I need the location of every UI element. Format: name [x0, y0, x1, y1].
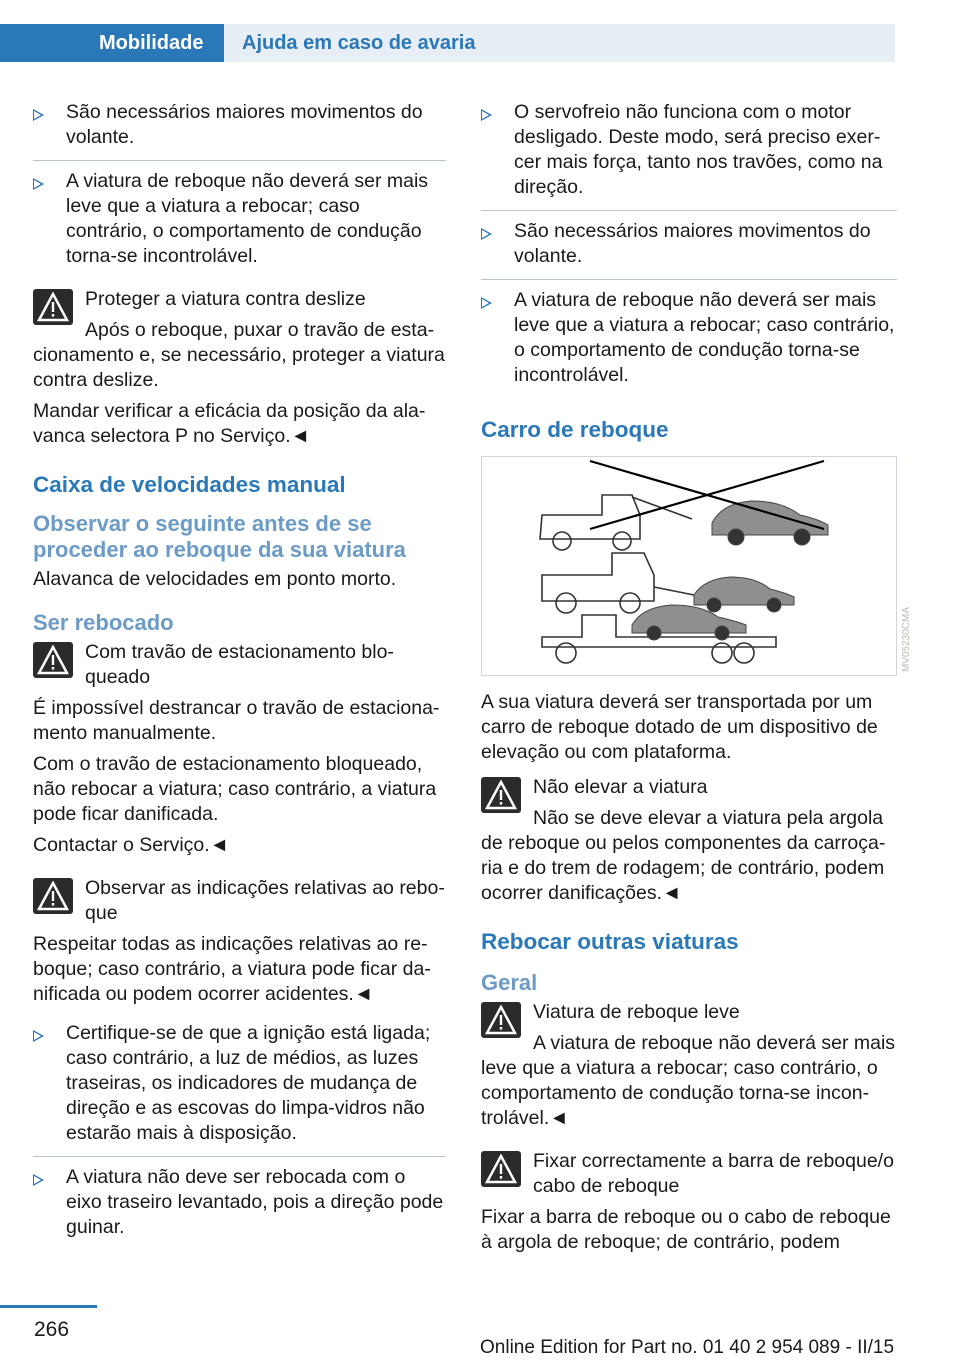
tow-truck-drawing: [482, 457, 898, 677]
warning-title: Fixar correctamente a barra de reboque/o cabo de reboque: [533, 1150, 894, 1197]
paragraph: Alavanca de velocidades em ponto morto.: [33, 568, 397, 590]
triangle-bullet-icon: [481, 297, 492, 309]
subsection-heading: Geral: [481, 970, 538, 995]
triangle-bullet-icon: [33, 178, 44, 190]
right-column: [481, 100, 912, 1259]
tow-truck-illustration: [481, 456, 912, 676]
warning-block: [481, 1000, 897, 1131]
warning-block: [33, 287, 446, 393]
warning-block: [33, 640, 446, 746]
left-column: [33, 100, 446, 1258]
paragraph: Mandar verificar a eficácia da posição da alavanca selectora P no Serviço.◄: [33, 400, 426, 447]
warning-icon: [33, 642, 73, 678]
footer-rule: [0, 1305, 97, 1308]
warning-body: Fixar a barra de reboque ou o cabo de reboque à argola de reboque; de contrário, podem: [481, 1206, 891, 1253]
section-heading: Rebocar outras viaturas: [481, 929, 739, 954]
warning-icon: [481, 1151, 521, 1187]
list-item: A viatura de reboque não deverá ser mais leve que a viatura a rebocar; caso contrário, o comportamento de condução torna-se incontrolável.: [481, 288, 897, 398]
page-header: [0, 0, 895, 62]
warning-body: Após o reboque, puxar o travão de estacionamento e, se necessário, proteger a viatura contra deslize.: [33, 319, 445, 391]
bullet-list-bottom-left: [33, 1021, 446, 1250]
section-heading: Carro de reboque: [481, 417, 669, 442]
paragraph: Com o travão de estacionamento bloqueado, não rebocar a viatura; caso contrário, a viatura pode ficar danificada.: [33, 753, 437, 825]
page-number: 266: [34, 1318, 70, 1341]
triangle-bullet-icon: [33, 1030, 44, 1042]
paragraph: A sua viatura deverá ser transportada por um carro de reboque dotado de um dispositivo de elevação ou com plataforma.: [481, 691, 878, 763]
triangle-bullet-icon: [33, 109, 44, 121]
paragraph: Contactar o Serviço.◄: [33, 834, 229, 856]
warning-body: É impossível destrancar o travão de estacionamento manualmente.: [33, 697, 440, 744]
subsection-heading: Observar o seguinte antes de se proceder ao reboque da sua viatura: [33, 511, 406, 562]
warning-body: A viatura de reboque não deverá ser mais leve que a viatura a rebocar; caso contrário, o comportamento de condução torna-se incontrolável.◄: [481, 1032, 896, 1129]
triangle-bullet-icon: [33, 1174, 44, 1186]
triangle-bullet-icon: [481, 228, 492, 240]
warning-title: Observar as indicações relativas ao reboque: [85, 877, 445, 924]
list-item: São necessários maiores movimentos do volante.: [33, 100, 446, 161]
warning-icon: [33, 289, 73, 325]
warning-icon: [33, 878, 73, 914]
warning-icon: [481, 1002, 521, 1038]
triangle-bullet-icon: [481, 109, 492, 121]
warning-icon: [481, 777, 521, 813]
bullet-list-top-right: [481, 100, 897, 398]
figure-code: MV05230CMA: [901, 607, 912, 673]
bullet-list-top-left: [33, 100, 446, 279]
warning-block: [481, 1149, 897, 1255]
list-item: São necessários maiores movimentos do volante.: [481, 219, 897, 280]
warning-title: Com travão de estacionamento bloqueado: [85, 641, 394, 688]
warning-title: Proteger a viatura contra deslize: [85, 288, 366, 310]
warning-block: [33, 876, 446, 1007]
edition-note: Online Edition for Part no. 01 40 2 954 089 - II/15: [480, 1337, 895, 1358]
warning-title: Viatura de reboque leve: [533, 1001, 740, 1023]
list-item: Certifique-se de que a ignição está ligada; caso contrário, a luz de médios, as luzes traseiras, os indicadores de mudança de direção e as escovas do limpa-vidros não estarão mais à disposição.: [33, 1021, 446, 1157]
list-item: A viatura não deve ser rebocada com o eixo traseiro levantado, pois a direção pode guinar.: [33, 1165, 446, 1250]
list-item: A viatura de reboque não deverá ser mais leve que a viatura a rebocar; caso contrário, o comportamento de condução torna-se incontrolável.: [33, 169, 446, 279]
subsection-heading: Ser rebocado: [33, 610, 174, 635]
warning-body: Respeitar todas as indicações relativas ao reboque; caso contrário, a viatura pode ficar danificada ou podem ocorrer acidentes.◄: [33, 933, 431, 1005]
tab-mobilidade[interactable]: Mobilidade: [0, 24, 224, 62]
tab-ajuda-avaria[interactable]: Ajuda em caso de avaria: [224, 24, 895, 62]
list-item: O servofreio não funciona com o motor desligado. Deste modo, será preciso exercer mais força, tanto nos travões, como na direção.: [481, 100, 897, 211]
warning-body: Não se deve elevar a viatura pela argola de reboque ou pelos componentes da carroçaria e do trem de rodagem; de contrário, podem ocorrer danificações.◄: [481, 807, 886, 904]
section-heading: Caixa de velocidades manual: [33, 472, 346, 497]
warning-title: Não elevar a viatura: [533, 776, 708, 798]
warning-block: [481, 775, 897, 906]
